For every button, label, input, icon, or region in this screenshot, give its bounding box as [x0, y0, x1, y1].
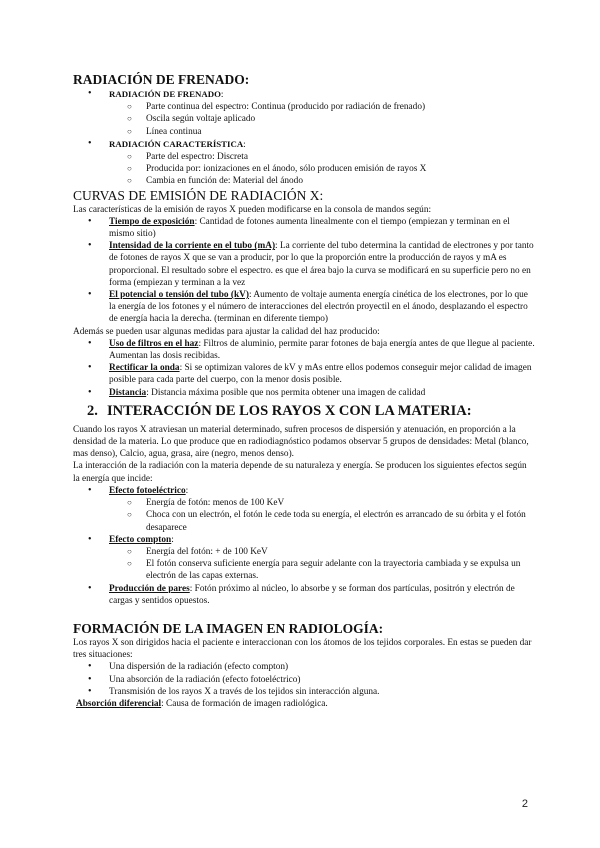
sub-list-item: ○ Choca con un electrón, el fotón le cede toda su energía, el electrón es arrancado de su órbita y el fotón desaparece	[73, 509, 535, 533]
list-item	[73, 387, 535, 399]
sub-list-item: ○ Línea continua	[73, 126, 535, 138]
list-item: • Una absorción de la radiación (efecto fotoeléctrico)	[73, 674, 535, 686]
absorcion-paragraph	[76, 698, 535, 710]
list-item: • RADIACIÓN DE FRENADO:	[73, 88, 535, 101]
item-text: : Aumento de voltaje aumenta energía cinética de los electrones, por lo que la energía de los fotones y el número de interacciones del electrón proyectil en el ánodo, desplazando el espectro de energía hacia la derecha. (terminan en diferente tiempo)	[109, 290, 528, 325]
item-label: RADIACIÓN CARACTERÍSTICA	[109, 138, 244, 149]
interaccion-paragraph-2: La interacción de la radiación con la materia depende de su naturaleza y energía. Se producen los siguientes efectos según la energía que incide:	[73, 461, 527, 484]
interaccion-paragraph-1: Cuando los rayos X atraviesan un material determinado, sufren procesos de dispersión y atenuación, en proporción a la densidad de la materia. Lo que produce que en radiodiagnóstico podamos observar 5 grupos de densidades: Metal (blanco, mas denso), Calcio, agua, grasa, aire (negro, menos denso).	[73, 424, 529, 460]
item-label: Uso de filtros en el haz	[109, 338, 199, 349]
item-label: Rectificar la onda	[109, 363, 180, 374]
item-label: Efecto fotoeléctrico	[109, 485, 186, 496]
section-title-curvas: CURVAS DE EMISIÓN DE RADIACIÓN X:	[73, 187, 324, 203]
curvas-extra-list	[73, 338, 535, 399]
section-title-interaccion	[87, 403, 535, 420]
item-label: RADIACIÓN DE FRENADO	[109, 89, 221, 99]
list-item	[73, 240, 535, 289]
curvas-intro: Las características de la emisión de rayos X pueden modificarse en la consola de mandos según:	[73, 204, 432, 215]
spacer	[73, 607, 535, 613]
list-item: • Efecto fotoeléctrico:	[73, 485, 535, 497]
item-label: Efecto compton	[109, 534, 172, 545]
curvas-list	[73, 216, 535, 326]
list-item: • RADIACIÓN CARACTERÍSTICA:	[73, 138, 535, 151]
formacion-list	[73, 661, 535, 698]
section-number: 2.	[87, 402, 98, 419]
sub-list-item: ○ Energía de fotón: menos de 100 KeV	[73, 497, 535, 509]
item-text: : Fotón próximo al núcleo, lo absorbe y se forman dos partículas, positrón y electrón de cargas y sentidos opuestos.	[109, 583, 515, 606]
list-item: • Una dispersión de la radiación (efecto compton)	[73, 661, 535, 673]
section-title-frenado: RADIACIÓN DE FRENADO:	[73, 72, 250, 87]
sub-list-item: ○ Energía del fotón: + de 100 KeV	[73, 546, 535, 558]
item-label: Distancia	[109, 387, 147, 398]
sub-list-item: ○ Oscila según voltaje aplicado	[73, 113, 535, 125]
item-text: : La corriente del tubo determina la cantidad de electrones y por tanto de fotones de rayos X que se van a producir, por lo que la proporción entre la producción de rayos y mA es proporcional. El resultado sobre el espectro. es que el área bajo la curva se modificará en su superficie pero no en forma (empiezan y terminan a la vez	[109, 241, 534, 288]
item-label: El potencial o tensión del tubo (kV)	[109, 290, 249, 301]
sub-list-item: ○ Cambia en función de: Material del ánodo	[73, 175, 535, 187]
list-item	[73, 216, 535, 240]
item-text: : Si se optimizan valores de kV y mAs entre ellos podemos conseguir mejor calidad de imagen posible para cada parte del cuerpo, con la menor dosis posible.	[109, 363, 532, 386]
page-content	[73, 72, 535, 710]
absorcion-label: Absorción diferencial	[76, 698, 162, 709]
list-item	[73, 583, 535, 607]
item-label: Producción de pares	[109, 583, 190, 594]
sub-list-item: ○ El fotón conserva suficiente energía para seguir adelante con la trayectoria cambiada y se expulsa un electrón de las capas externas.	[73, 558, 535, 582]
list-item: • Transmisión de los rayos X a través de los tejidos sin interacción alguna.	[73, 686, 535, 698]
formacion-intro: Los rayos X son dirigidos hacia el paciente e interaccionan con los átomos de los tejidos corporales. En estas se pueden dar tres situaciones:	[73, 637, 532, 661]
list-item	[73, 362, 535, 386]
item-label: Tiempo de exposición	[109, 216, 195, 227]
section-title-formacion: FORMACIÓN DE LA IMAGEN EN RADIOLOGÍA:	[73, 620, 384, 636]
curvas-extra-intro: Además se pueden usar algunas medidas para ajustar la calidad del haz producido:	[73, 326, 380, 337]
item-label: Intensidad de la corriente en el tubo (mA)	[109, 241, 276, 252]
list-item: • Efecto compton:	[73, 534, 535, 546]
list-item	[73, 338, 535, 362]
page-number: 2	[521, 798, 528, 810]
section-title-text: INTERACCIÓN DE LOS RAYOS X CON LA MATERIA:	[107, 402, 472, 419]
interaccion-list	[73, 485, 535, 607]
item-text: : Distancia máxima posible que nos permita obtener una imagen de calidad	[146, 387, 426, 398]
sub-list-item: ○ Producida por: ionizaciones en el ánodo, sólo producen emisión de rayos X	[73, 163, 535, 175]
list-item	[73, 289, 535, 326]
item-text: : Cantidad de fotones aumenta linealmente con el tiempo (empiezan y terminan en el mismo sitio)	[109, 216, 510, 240]
sub-list-item: ○ Parte del espectro: Discreta	[73, 151, 535, 163]
absorcion-text: : Causa de formación de imagen radiológica.	[161, 698, 328, 709]
sub-list-item: ○ Parte continua del espectro: Continua (producido por radiación de frenado)	[73, 101, 535, 113]
item-text: : Filtros de aluminio, permite parar fotones de baja energía antes de que llegue al paciente. Aumentan las dosis recibidas.	[109, 338, 535, 362]
frenado-list	[73, 88, 535, 188]
